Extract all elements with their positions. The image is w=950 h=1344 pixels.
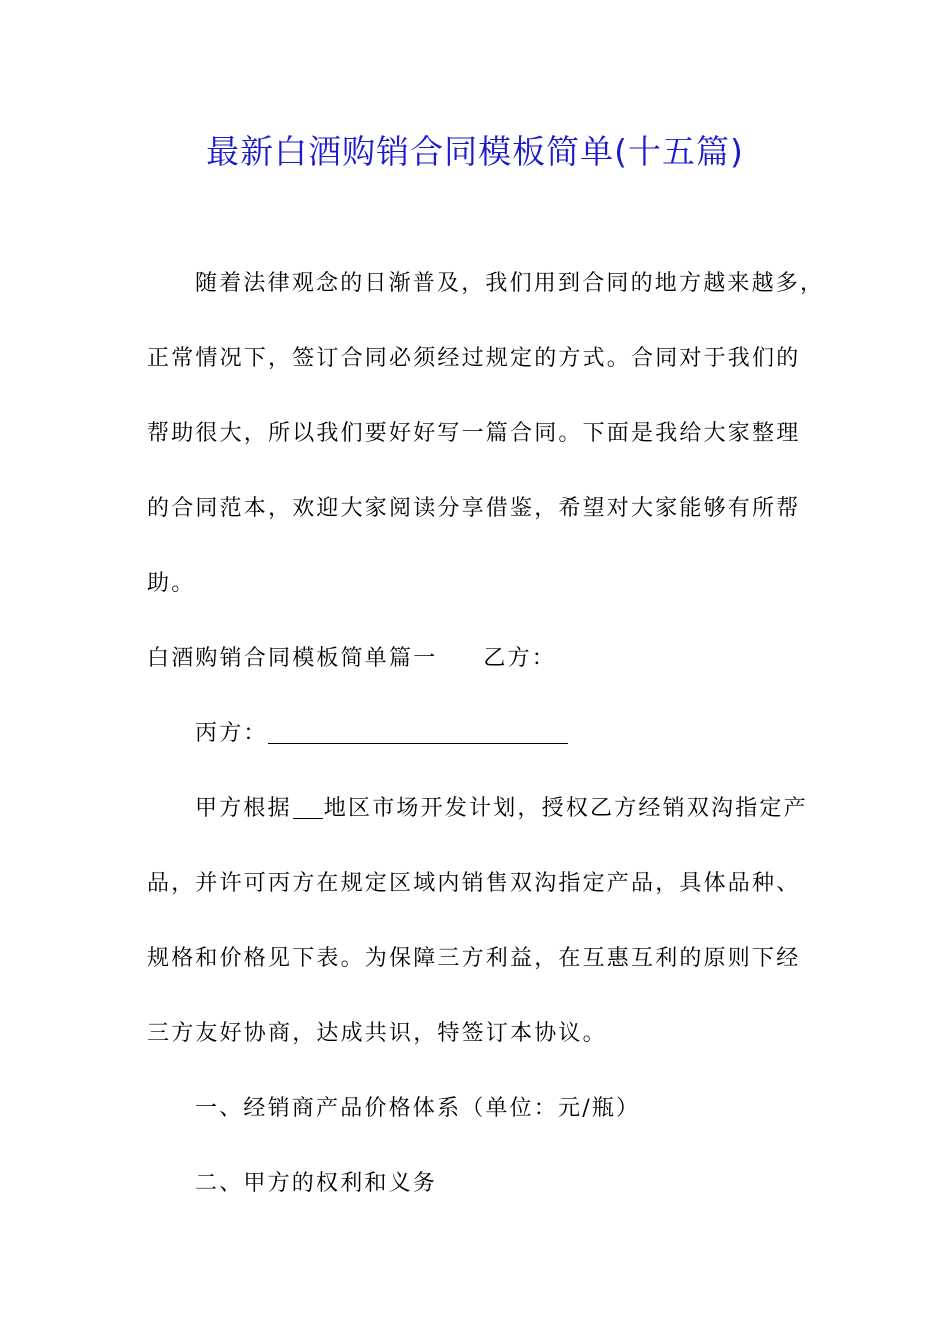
intro-line-3: 帮助很大，所以我们要好好写一篇合同。下面是我给大家整理 <box>147 421 801 446</box>
party-c-row <box>195 718 875 750</box>
body-line-3: 规格和价格见下表。为保障三方利益，在互惠互利的原则下经 <box>147 946 801 971</box>
item-party-a-rights: 二、甲方的权利和义务 <box>195 1171 438 1196</box>
body-line-1-part-a: 甲方根据 <box>195 796 292 821</box>
body-line-4: 三方友好协商，达成共识，特签订本协议。 <box>147 1021 607 1046</box>
region-blank <box>293 796 323 819</box>
body-line-1-part-b: 地区市场开发计划，授权乙方经销双沟指定产 <box>323 796 808 821</box>
party-b-label: 乙方： <box>483 646 557 671</box>
intro-line-5: 助。 <box>147 571 196 596</box>
party-c-blank <box>268 721 568 744</box>
intro-line-2: 正常情况下，签订合同必须经过规定的方式。合同对于我们的 <box>147 346 801 371</box>
section-heading: 白酒购销合同模板简单篇一 <box>147 646 438 671</box>
party-c-label: 丙方： <box>195 721 268 746</box>
body-line-1 <box>195 793 875 825</box>
intro-line-4: 的合同范本，欢迎大家阅读分享借鉴，希望对大家能够有所帮 <box>147 496 801 521</box>
document-title: 最新白酒购销合同模板简单(十五篇) <box>206 132 744 171</box>
intro-line-1: 随着法律观念的日渐普及，我们用到合同的地方越来越多， <box>195 271 825 296</box>
body-line-2: 品，并许可丙方在规定区域内销售双沟指定产品，具体品种、 <box>147 871 801 896</box>
item-price-system: 一、经销商产品价格体系（单位：元/瓶） <box>195 1096 641 1121</box>
section-heading-row <box>147 643 827 675</box>
